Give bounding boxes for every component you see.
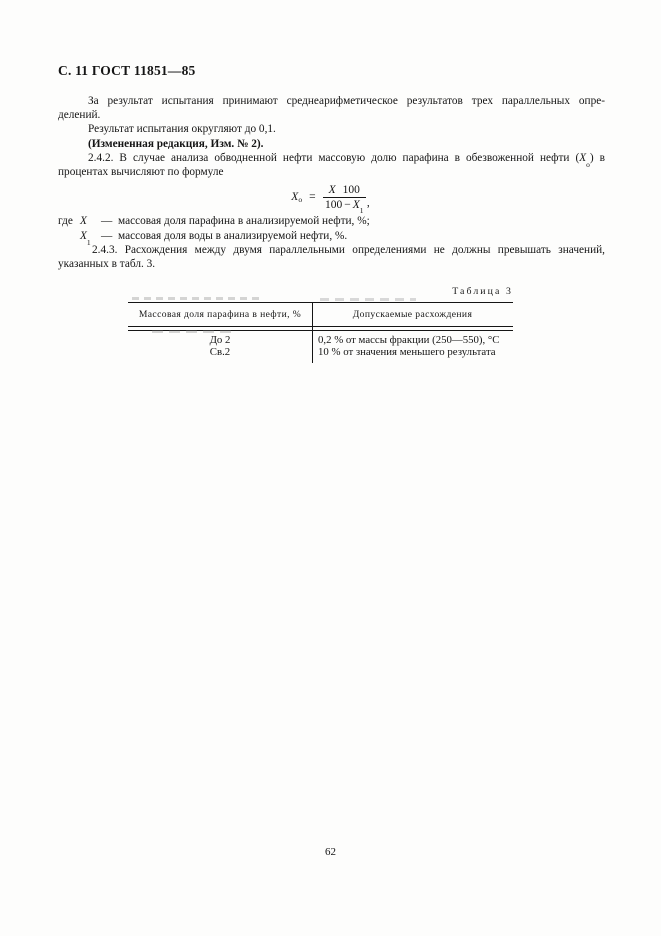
paragraph-line: Результат испытания округляют до 0,1. (88, 123, 276, 136)
definition-row (58, 214, 605, 229)
formula: X $_о$ = $\frac{X 100}{100 - X_1}$ , (291, 183, 370, 216)
where-word: где (58, 215, 73, 227)
column-header-discrepancy: Допускаемые расхождения (352, 309, 473, 320)
clause-242-text: 2.4.2. В случае анализа обводненной нефти массовую долю парафина в обезвоженной нефти ( (88, 151, 580, 164)
variable-x1-subscript: 1 (86, 237, 91, 247)
dash: — (101, 215, 113, 227)
cell-discrepancy: 10 % от значения меньшего результата (318, 345, 496, 358)
body-paragraphs (58, 94, 605, 179)
fraction-numerator (323, 184, 366, 198)
paragraph-line: 2.4.3. Расхождения между двумя параллельными определениями не должны превышать значений, (92, 244, 605, 256)
variable-x: X (579, 151, 587, 164)
variable-definitions (58, 214, 605, 247)
denominator-subscript: 1 (359, 206, 364, 216)
table-body (128, 331, 513, 359)
variable-x-subscript: о (586, 159, 590, 169)
scan-artifact (320, 298, 416, 301)
definition-text: массовая доля воды в анализируемой нефти, %. (118, 230, 348, 242)
equals-sign: = (309, 191, 316, 203)
minus-sign: − (344, 198, 351, 211)
page-number: 62 (325, 846, 336, 858)
paragraph-line: За результат испытания принимают среднеарифметическое результатов трех параллельных опре- (88, 95, 605, 107)
column-header-paraffin: Массовая доля парафина в нефти, % (138, 309, 302, 320)
clause-243 (58, 243, 605, 271)
data-table (128, 302, 513, 358)
variable-x1: X (80, 230, 87, 242)
paragraph-line: делений. (58, 109, 101, 122)
cell-range: До 2 (209, 333, 231, 346)
scan-artifact (132, 297, 264, 300)
formula-comma: , (366, 197, 370, 209)
amended-edition-note: (Измененная редакция, Изм. № 2). (88, 137, 264, 150)
variable-x: X (80, 215, 87, 227)
clause-242-text-end: ) в (589, 151, 606, 164)
table-label: Таблица 3 (452, 286, 513, 297)
definition-text: массовая доля парафина в анализируемой нефти, %; (118, 215, 370, 227)
definition-row (58, 229, 605, 247)
table-column-divider (312, 303, 313, 363)
defined-variable (80, 214, 101, 229)
table-row (128, 334, 513, 346)
denominator-value: 100 (324, 198, 343, 211)
cell-range: Св.2 (209, 345, 231, 358)
table-row (128, 346, 513, 358)
dash: — (101, 230, 113, 242)
paragraph-line: указанных в табл. 3. (58, 258, 156, 271)
fraction-denominator (323, 198, 366, 216)
numerator-variable: X (328, 183, 336, 196)
paragraph-line-242 (58, 151, 606, 169)
cell-discrepancy: 0,2 % от массы фракции (250—550), °С (318, 333, 500, 346)
paragraph-line: процентах вычисляют по формуле (58, 166, 224, 179)
where-word-spacer (58, 229, 80, 244)
formula-lhs-variable: X (291, 191, 299, 203)
page-header: С. 11 ГОСТ 11851—85 (58, 63, 196, 78)
defined-variable (80, 229, 101, 247)
denominator-variable: X (352, 198, 360, 211)
numerator-factor: 100 (342, 183, 360, 196)
table-header-row (128, 303, 513, 326)
